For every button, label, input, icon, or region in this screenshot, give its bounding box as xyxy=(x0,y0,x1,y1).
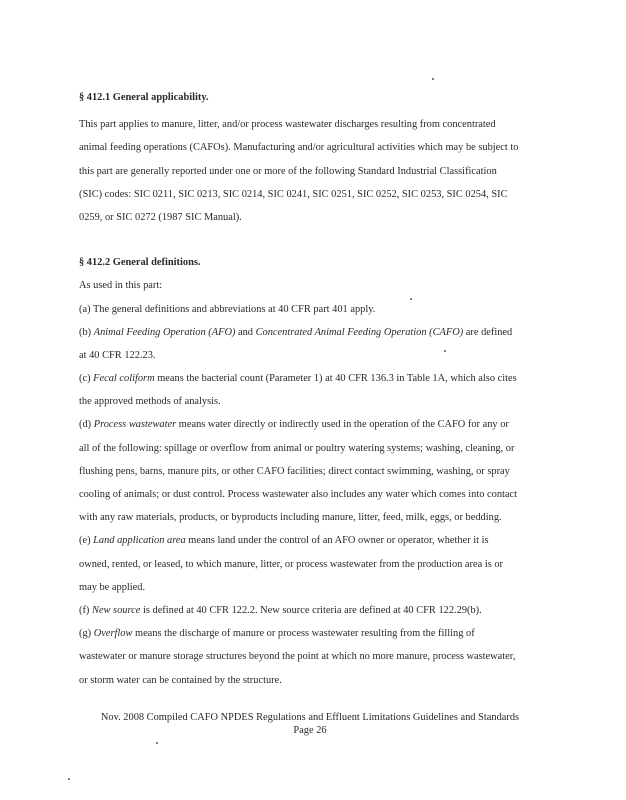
definition-prefix: (f) xyxy=(79,604,92,616)
paragraph-line: (SIC) codes: SIC 0211, SIC 0213, SIC 0214, SIC 0241, SIC 0251, SIC 0252, SIC 0253, SIC 0254, SIC xyxy=(79,188,508,200)
definition-text: and xyxy=(235,326,256,338)
page-number: Page 26 xyxy=(293,725,327,736)
definition-d-cont: flushing pens, barns, manure pits, or other CAFO facilities; direct contact swimming, washing, or spray xyxy=(79,465,510,477)
paragraph-line: 0259, or SIC 0272 (1987 SIC Manual). xyxy=(79,211,242,223)
section-heading-412-2: § 412.2 General definitions. xyxy=(79,257,201,269)
page-footer xyxy=(60,711,560,737)
definition-b-cont: at 40 CFR 122.23. xyxy=(79,349,156,361)
intro-line: As used in this part: xyxy=(79,280,163,292)
paragraph-line: animal feeding operations (CAFOs). Manufacturing and/or agricultural activities which may be subject to xyxy=(79,142,519,154)
definition-e-cont: owned, rented, or leased, to which manure, litter, or process wastewater from the production area is or xyxy=(79,558,504,570)
paragraph-line: this part are generally reported under one or more of the following Standard Industrial Classification xyxy=(79,165,497,177)
definition-text: means water directly or indirectly used in the operation of the CAFO for any or xyxy=(176,419,509,431)
definition-g xyxy=(79,622,549,645)
section-heading-412-1: § 412.1 General applicability. xyxy=(79,92,209,103)
scan-speck xyxy=(410,298,412,300)
defined-term: Land application area xyxy=(93,535,186,547)
defined-term: Process wastewater xyxy=(93,419,177,431)
definition-c-cont: the approved methods of analysis. xyxy=(79,396,221,408)
definition-g-cont: or storm water can be contained by the structure. xyxy=(79,674,282,686)
scan-speck xyxy=(68,778,70,780)
defined-term: Concentrated Animal Feeding Operation (CAFO) xyxy=(255,326,464,338)
page-body xyxy=(79,86,549,692)
definition-prefix: (g) xyxy=(79,628,94,640)
definition-prefix: (c) xyxy=(79,373,94,385)
footer-title: Nov. 2008 Compiled CAFO NPDES Regulations and Effluent Limitations Guidelines and Standards xyxy=(100,712,520,723)
definition-c xyxy=(79,367,549,390)
scan-speck xyxy=(444,350,446,352)
definition-e xyxy=(79,529,549,552)
defined-term: Fecal coliform xyxy=(93,373,155,385)
definition-a: (a) The general definitions and abbreviations at 40 CFR part 401 apply. xyxy=(79,303,376,315)
definition-text: means land under the control of an AFO owner or operator, whether it is xyxy=(185,535,489,547)
definition-text: is defined at 40 CFR 122.2. New source criteria are defined at 40 CFR 122.29(b). xyxy=(140,604,482,616)
definition-f xyxy=(79,599,549,622)
definition-d-cont: all of the following: spillage or overflow from animal or poultry watering systems; washing, cleaning, or xyxy=(79,442,515,454)
definition-text: means the discharge of manure or process wastewater resulting from the filling of xyxy=(132,628,475,640)
definition-e-cont: may be applied. xyxy=(79,581,146,593)
paragraph-line: This part applies to manure, litter, and/or process wastewater discharges resulting from concentrated xyxy=(79,119,496,131)
definition-prefix: (e) xyxy=(79,535,94,547)
definition-prefix: (d) xyxy=(79,419,94,431)
definition-d xyxy=(79,413,549,436)
definition-d-cont: cooling of animals; or dust control. Process wastewater also includes any water which comes into contact xyxy=(79,489,518,500)
definition-text: are defined xyxy=(463,326,513,338)
definition-prefix: (b) xyxy=(79,326,94,338)
definition-text: means the bacterial count (Parameter 1) at 40 CFR 136.3 in Table 1A, which also cites xyxy=(154,373,517,385)
definition-b xyxy=(79,321,549,344)
defined-term: Animal Feeding Operation (AFO) xyxy=(93,326,236,338)
defined-term: Overflow xyxy=(93,628,133,640)
defined-term: New source xyxy=(91,604,141,616)
scan-speck xyxy=(432,78,434,80)
scan-speck xyxy=(156,742,158,744)
definition-g-cont: wastewater or manure storage structures beyond the point at which no more manure, process wastewater, xyxy=(79,651,516,663)
definition-d-cont: with any raw materials, products, or byproducts including manure, litter, feed, milk, eggs, or bedding. xyxy=(79,512,502,524)
